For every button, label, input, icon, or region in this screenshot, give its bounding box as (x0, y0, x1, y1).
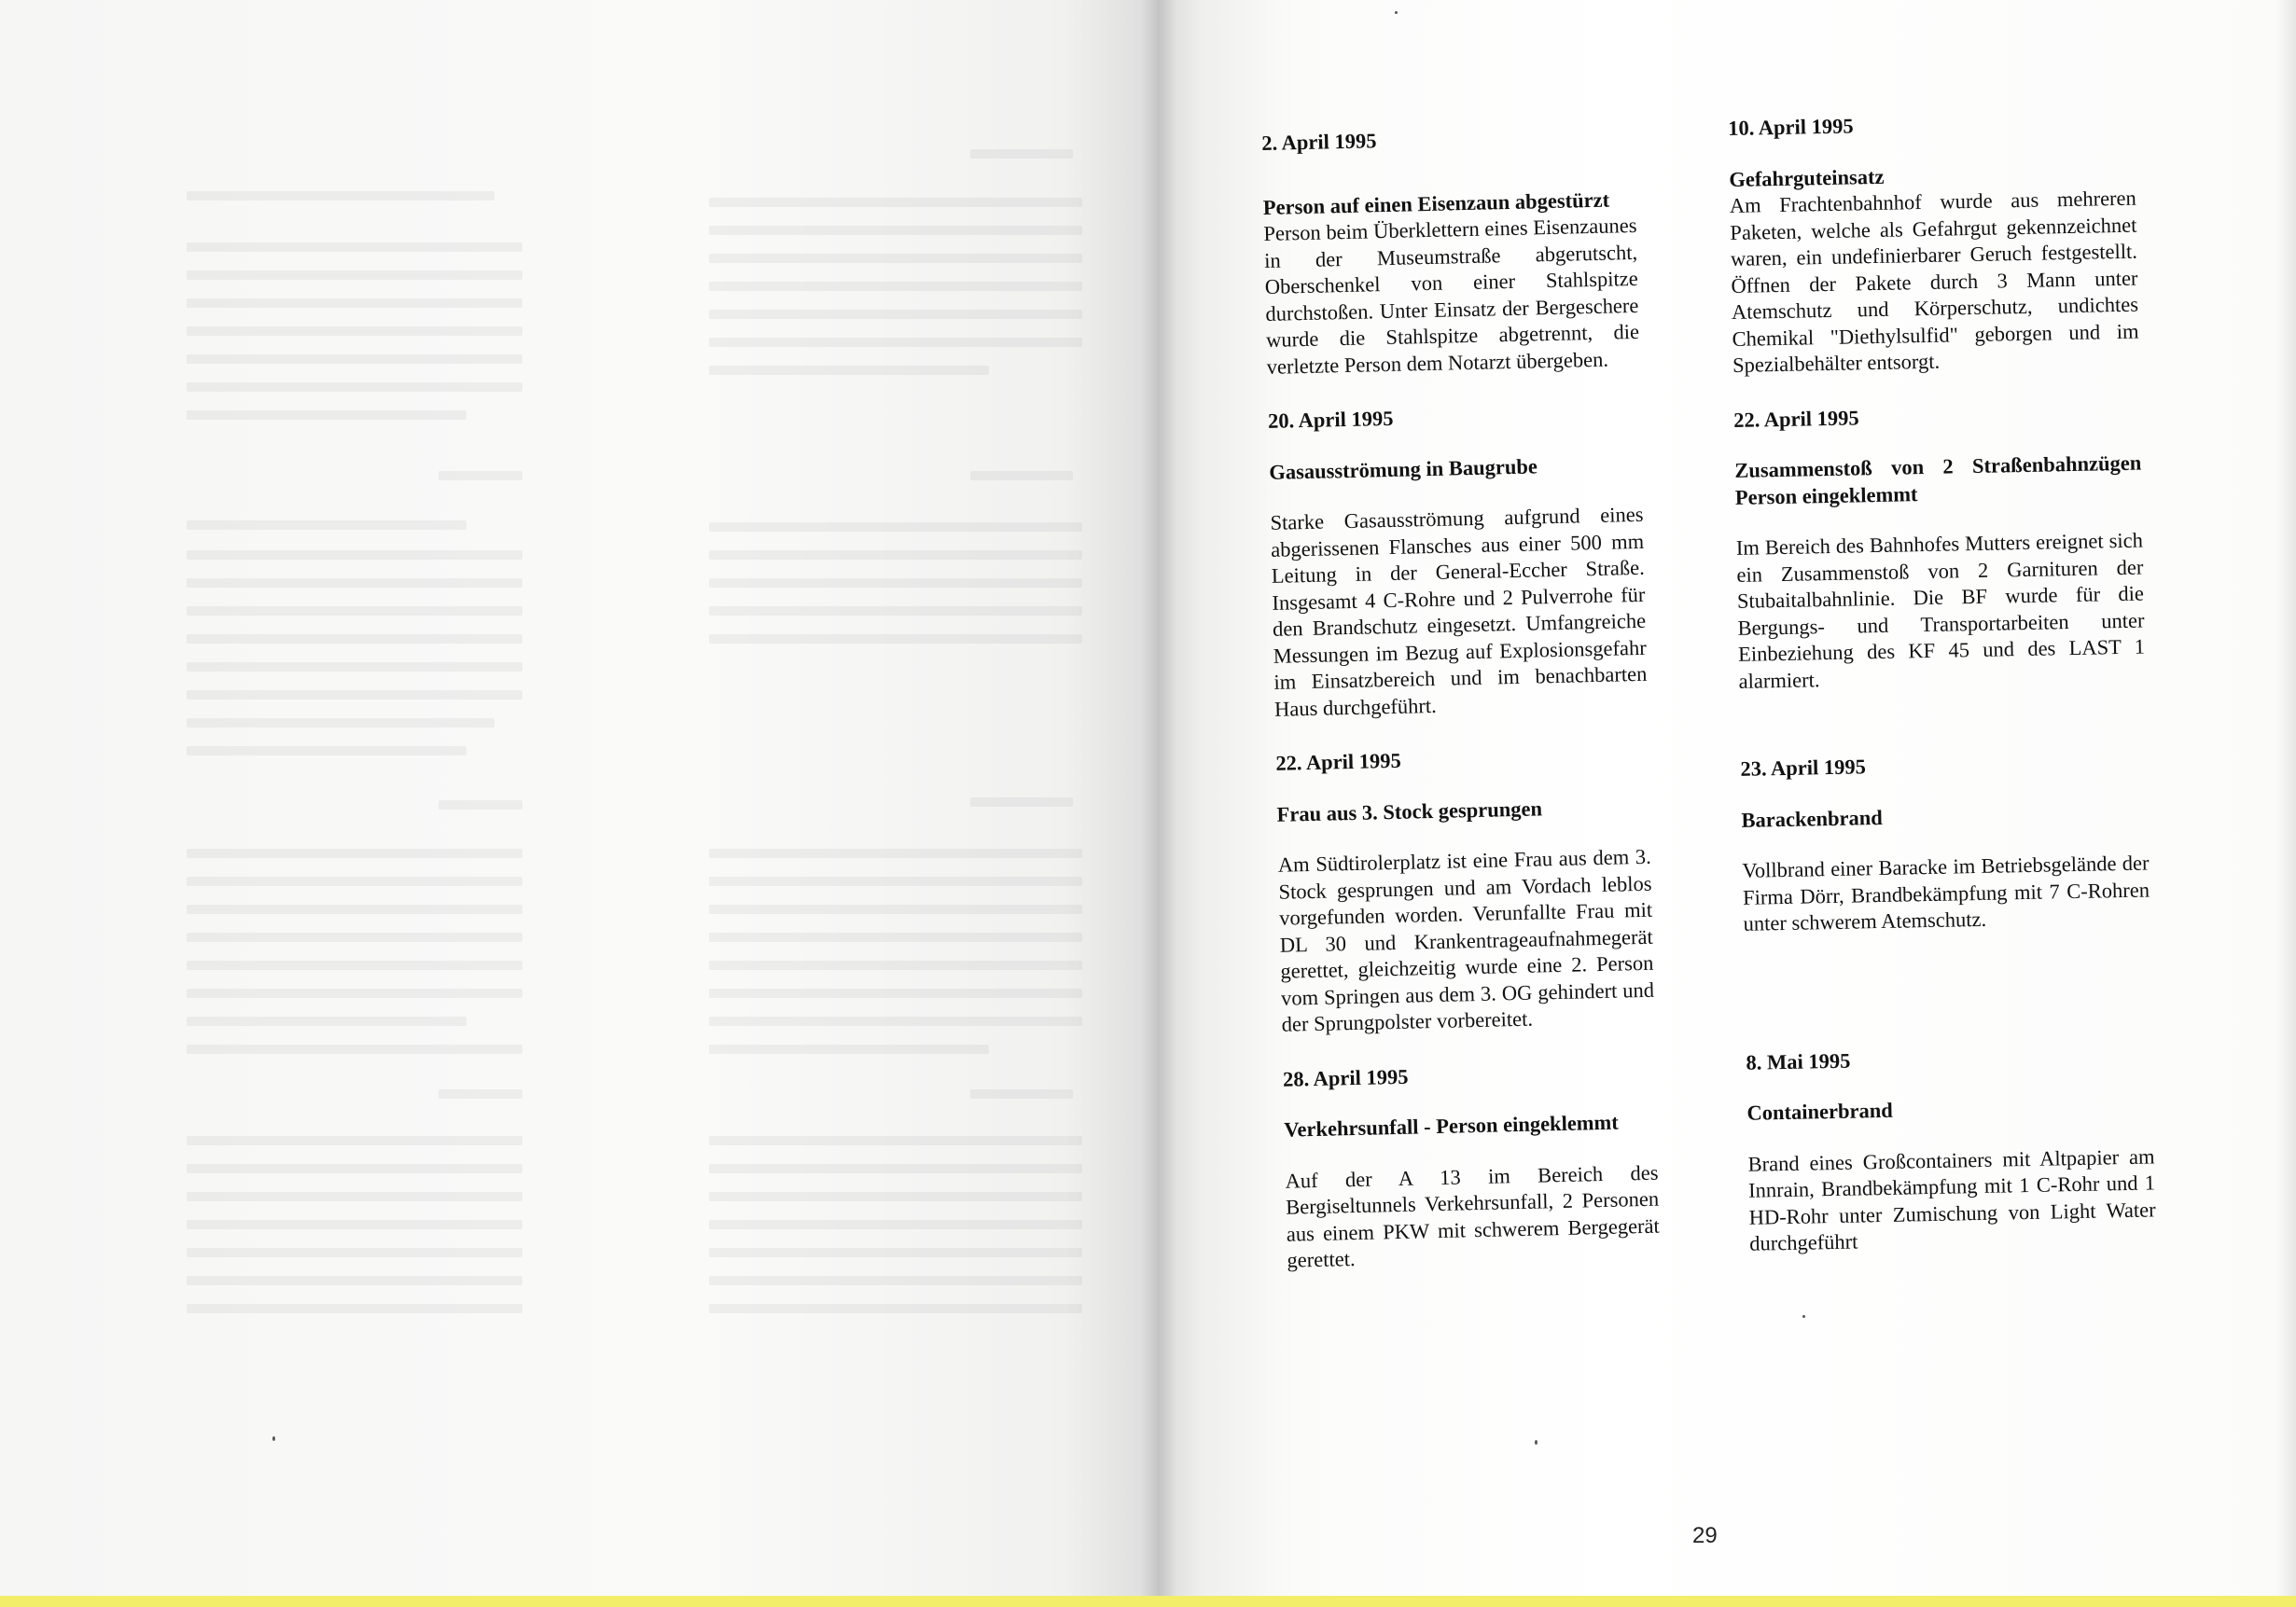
entry-body: Starke Gasausströmung aufgrund eines abgerissenen Flansches aus einer 500 mm Leitung in der General-Eccher Straße. Insgesamt 4 C-Rohre und 2 Pulverrohe für den Brandschutz eingesetzt. Umfangreiche Messungen im Bezug auf Explosionsgefahr im Einsatzbereich und im benachbarten Haus durchgeführt. (1270, 502, 1648, 721)
bottom-edge-strip (0, 1596, 2296, 1607)
show-through-mark (709, 1248, 1082, 1257)
show-through-mark (187, 1276, 522, 1285)
scan-speck (272, 1436, 275, 1441)
show-through-mark (709, 849, 1082, 858)
page-edge (2276, 0, 2296, 1596)
show-through-mark (187, 1304, 522, 1313)
entry-heading: Gefahrguteinsatz (1729, 164, 1885, 191)
scan-speck (1535, 1440, 1538, 1445)
entry-heading: Person auf einen Eisenzaun abgestürzt (1262, 187, 1610, 219)
entry-body: Person beim Überklettern eines Eisenzaunes in der Museumstraße abgerutscht, Oberschenkel von einer Stahlspitze durchstoßen. Unter Einsatz der Bergeschere wurde die Stahlspitze abgetrennt, die verletzte Person dem Notarzt übergeben. (1263, 213, 1640, 379)
show-through-mark (187, 1248, 522, 1257)
show-through-mark (187, 1192, 522, 1201)
show-through-mark (709, 961, 1082, 970)
show-through-mark (187, 298, 522, 308)
show-through-mark (187, 1017, 466, 1026)
show-through-mark (187, 410, 466, 420)
entry-date: 22. April 1995 (1275, 748, 1402, 775)
show-through-mark (709, 338, 1082, 347)
show-through-mark (709, 254, 1082, 263)
entry-body: Am Frachtenbahnhof wurde aus mehreren Paketen, welche als Gefahrgut gekennzeichnet waren, ein undefinierbarer Geruch festgestellt. Öffnen der Pakete durch 3 Mann unter Atemschutz und Körperschutz, undichtes Chemikal "Diethylsulfid" geborgen und im Spezialbehälter entsorgt. (1729, 186, 2139, 377)
entry-body: Brand eines Großcontainers mit Altpapier am Innrain, Brandbekämpfung mit 1 C-Rohr und 1 HD-Rohr unter Zumischung von Light Water durchgeführt (1747, 1143, 2156, 1255)
show-through-mark (709, 198, 1082, 207)
scan-speck (1395, 11, 1398, 14)
show-through-mark (709, 606, 1082, 616)
entry-date: 20. April 1995 (1267, 406, 1394, 433)
show-through-mark (187, 550, 522, 560)
show-through-mark (970, 149, 1073, 159)
show-through-mark (709, 1276, 1082, 1285)
show-through-mark (187, 326, 522, 336)
book-gutter (1140, 0, 1177, 1607)
show-through-mark (187, 634, 522, 644)
entry-date: 8. Mai 1995 (1746, 1048, 1851, 1074)
entry-body: Vollbrand einer Baracke im Betriebsgelände der Firma Dörr, Brandbekämpfung mit 7 C-Rohren unter schwerem Atemschutz. (1742, 851, 2150, 935)
show-through-mark (709, 634, 1082, 644)
entry-date: 23. April 1995 (1740, 755, 1867, 781)
show-through-mark (187, 191, 494, 201)
show-through-mark (187, 382, 522, 392)
entry-heading: Zusammenstoß von 2 Straßenbahnzügen Person eingeklemmt (1734, 450, 2142, 509)
show-through-mark (187, 1136, 522, 1145)
show-through-mark (709, 1017, 1082, 1026)
column-right (1728, 108, 2156, 1258)
show-through-mark (709, 933, 1082, 942)
show-through-mark (709, 877, 1082, 886)
show-through-mark (709, 905, 1082, 914)
show-through-mark (187, 718, 494, 727)
entry-body: Im Bereich des Bahnhofes Mutters ereignet sich ein Zusammenstoß von 2 Garnituren der Stubaitalbahnlinie. Die BF wurde für die Bergungs- und Transportarbeiten unter Einbeziehung des KF 45 und des LAST 1 alarmiert. (1735, 528, 2146, 693)
show-through-mark (187, 905, 522, 914)
entry-date: 10. April 1995 (1728, 114, 1854, 140)
show-through-mark (187, 989, 522, 998)
show-through-mark (709, 989, 1082, 998)
show-through-mark (187, 690, 522, 700)
show-through-mark (187, 270, 522, 280)
show-through-mark (187, 1045, 522, 1054)
entry-date: 28. April 1995 (1282, 1064, 1409, 1091)
entry-date: 22. April 1995 (1733, 405, 1859, 432)
entry-date: 2. April 1995 (1261, 129, 1377, 155)
entry-heading: Gasausströmung in Baugrube (1269, 453, 1538, 484)
show-through-mark (438, 800, 522, 810)
show-through-mark (970, 471, 1073, 480)
entry-heading: Containerbrand (1746, 1098, 1894, 1125)
show-through-mark (187, 242, 522, 252)
show-through-mark (187, 849, 522, 858)
show-through-mark (187, 746, 466, 755)
show-through-mark (187, 578, 522, 588)
show-through-mark (187, 520, 466, 530)
entry-heading: Barackenbrand (1741, 805, 1883, 832)
show-through-mark (187, 606, 522, 616)
show-through-mark (709, 282, 1082, 291)
show-through-mark (187, 961, 522, 970)
show-through-mark (709, 1164, 1082, 1173)
show-through-mark (709, 1192, 1082, 1201)
show-through-mark (187, 933, 522, 942)
scan-speck (1802, 1315, 1805, 1318)
entry-heading: Verkehrsunfall - Person eingeklemmt (1284, 1110, 1620, 1142)
column-left (1261, 122, 1661, 1274)
show-through-mark (709, 550, 1082, 560)
show-through-mark (709, 578, 1082, 588)
show-through-mark (709, 1304, 1082, 1313)
show-through-mark (709, 310, 1082, 319)
entry-heading: Frau aus 3. Stock gesprungen (1276, 796, 1543, 826)
show-through-mark (187, 877, 522, 886)
show-through-mark (438, 1089, 522, 1099)
show-through-mark (187, 662, 522, 672)
show-through-mark (709, 1045, 989, 1054)
show-through-mark (187, 1220, 522, 1229)
show-through-mark (709, 366, 989, 375)
show-through-mark (970, 1089, 1073, 1099)
entry-body: Auf der A 13 im Bereich des Bergiseltunnels Verkehrsunfall, 2 Personen aus einem PKW mit schwerem Bergegerät gerettet. (1285, 1160, 1661, 1272)
show-through-mark (187, 354, 522, 364)
entry-body: Am Südtirolerplatz ist eine Frau aus dem 3. Stock gesprungen und am Vordach leblos vorgefunden worden. Verunfallte Frau mit DL 30 und Krankentrageaufnahmegerät gerettet, gleichzeitig wurde eine 2. Person vom Springen aus dem 3. OG gehindert und der Sprungpolster vorbereitet. (1277, 844, 1655, 1036)
show-through-mark (187, 1164, 522, 1173)
show-through-mark (970, 797, 1073, 807)
show-through-mark (709, 1220, 1082, 1229)
show-through-mark (709, 1136, 1082, 1145)
show-through-mark (709, 226, 1082, 235)
show-through-mark (709, 522, 1082, 532)
show-through-mark (438, 471, 522, 480)
page-number: 29 (1692, 1523, 1718, 1548)
